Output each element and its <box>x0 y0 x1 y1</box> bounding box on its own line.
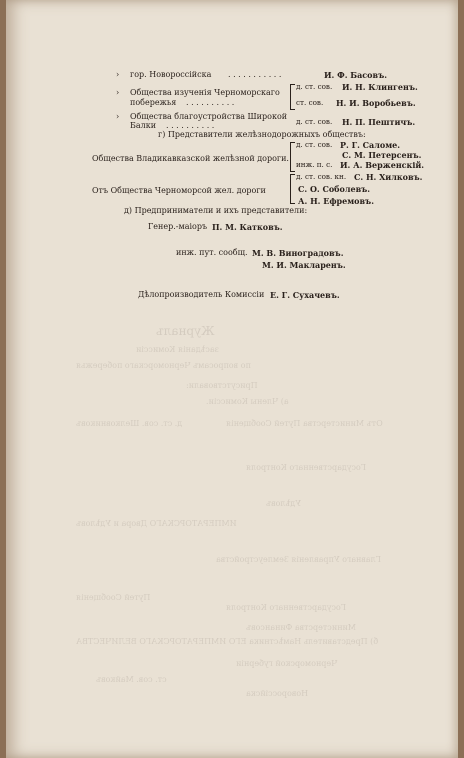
person-name: С. М. Петерсенъ. <box>342 150 422 160</box>
ghost-line: Журналъ <box>156 324 215 338</box>
person-name: Н. П. Пештичъ. <box>342 117 416 127</box>
person-name: И. Ф. Басовъ. <box>324 70 387 80</box>
rank: ст. сов. <box>296 98 324 107</box>
entry-label: Балки <box>130 121 157 130</box>
bullet: › <box>116 88 120 97</box>
ghost-line: Присутствовали: <box>186 381 258 390</box>
ghost-line: засѣданія Комиссіи <box>136 345 220 354</box>
ghost-line: б) Представитель Намѣстника ЕГО ИМПЕРАТОРСКАГО ВЕЛИЧЕСТВА <box>76 637 379 646</box>
ghost-line: Государственнаго Контроля <box>246 463 367 472</box>
ghost-line: Удѣловъ <box>266 499 302 508</box>
entry-label: побережья <box>130 98 177 107</box>
ghost-line: д. ст. сов. Шелковниковъ <box>76 419 183 428</box>
ghost-line: по вопросамъ Черноморскаго побережья <box>76 361 251 370</box>
ghost-line: Главнаго Управленія Землеустройства <box>216 555 381 564</box>
ghost-line: Государственнаго Контроля <box>226 603 347 612</box>
person-name: И. А. Верженскій. <box>340 160 425 170</box>
person-name: И. Н. Клингенъ. <box>342 82 418 92</box>
person-name: С. О. Соболевъ. <box>298 184 371 194</box>
bullet: › <box>116 70 120 79</box>
ghost-line: ст. сов. Майковъ <box>96 675 167 684</box>
ghost-line: а) Члены Комиссіи. <box>206 397 289 406</box>
ghost-line: Путей Сообщенія <box>76 593 151 602</box>
bullet: › <box>116 112 120 121</box>
entry-label: Общества изученія Черноморскаго <box>130 88 280 97</box>
leader-dots: . . . . . . . . . . <box>166 121 215 130</box>
rank: д. ст. сов. кн. <box>296 172 347 181</box>
ghost-line: ИМПЕРАТОРСКАГО Двора и Удѣловъ <box>76 519 237 528</box>
leader-dots: . . . . . . . . . . . <box>228 70 282 79</box>
person-name: М. В. Виноградовъ. <box>252 248 344 258</box>
document-page <box>6 0 458 758</box>
person-name: С. Н. Хилковъ. <box>354 172 423 182</box>
person-name: А. Н. Ефремовъ. <box>298 196 374 206</box>
person-name: Е. Г. Сухачевъ. <box>270 290 340 300</box>
entry-label: инж. пут. сообщ. <box>176 248 248 257</box>
entry-label: гор. Новороссійска <box>130 70 212 79</box>
person-name: П. М. Катковъ. <box>212 222 283 232</box>
brace <box>290 142 295 172</box>
person-name: М. И. Макларенъ. <box>262 260 346 270</box>
rank: д. ст. сов. <box>296 140 333 149</box>
entry-label: Общества Владикавказской желѣзной дороги. <box>92 154 289 163</box>
ghost-line: Новороссійска <box>246 689 309 698</box>
brace <box>290 84 295 110</box>
bleed-through-text <box>66 320 426 720</box>
entry-label: Генер.-маіоръ <box>148 222 208 231</box>
entry-label: Дѣлопроизводитель Комиссіи <box>138 290 265 299</box>
entry-label: Отъ Общества Черноморсой жел. дороги <box>92 186 266 195</box>
entry-label: Общества благоустройства Широкой <box>130 112 288 121</box>
person-name: Р. Г. Саломе. <box>340 140 401 150</box>
section-heading: д) Предприниматели и ихъ представители: <box>124 206 308 215</box>
section-heading: г) Представители желѣзнодорожныхъ обществъ: <box>158 130 366 139</box>
ghost-line: Отъ Министерства Путей Сообщенія <box>226 419 383 428</box>
leader-dots: . . . . . . . . . . <box>186 98 235 107</box>
brace <box>290 174 295 204</box>
rank: д. ст. сов. <box>296 117 333 126</box>
rank: инж. п. с. <box>296 160 333 169</box>
person-name: Н. И. Воробьевъ. <box>336 98 416 108</box>
ghost-line: Черноморской губерніи <box>236 659 338 668</box>
rank: д. ст. сов. <box>296 82 333 91</box>
ghost-line: Министерства Финансовъ <box>246 623 356 632</box>
